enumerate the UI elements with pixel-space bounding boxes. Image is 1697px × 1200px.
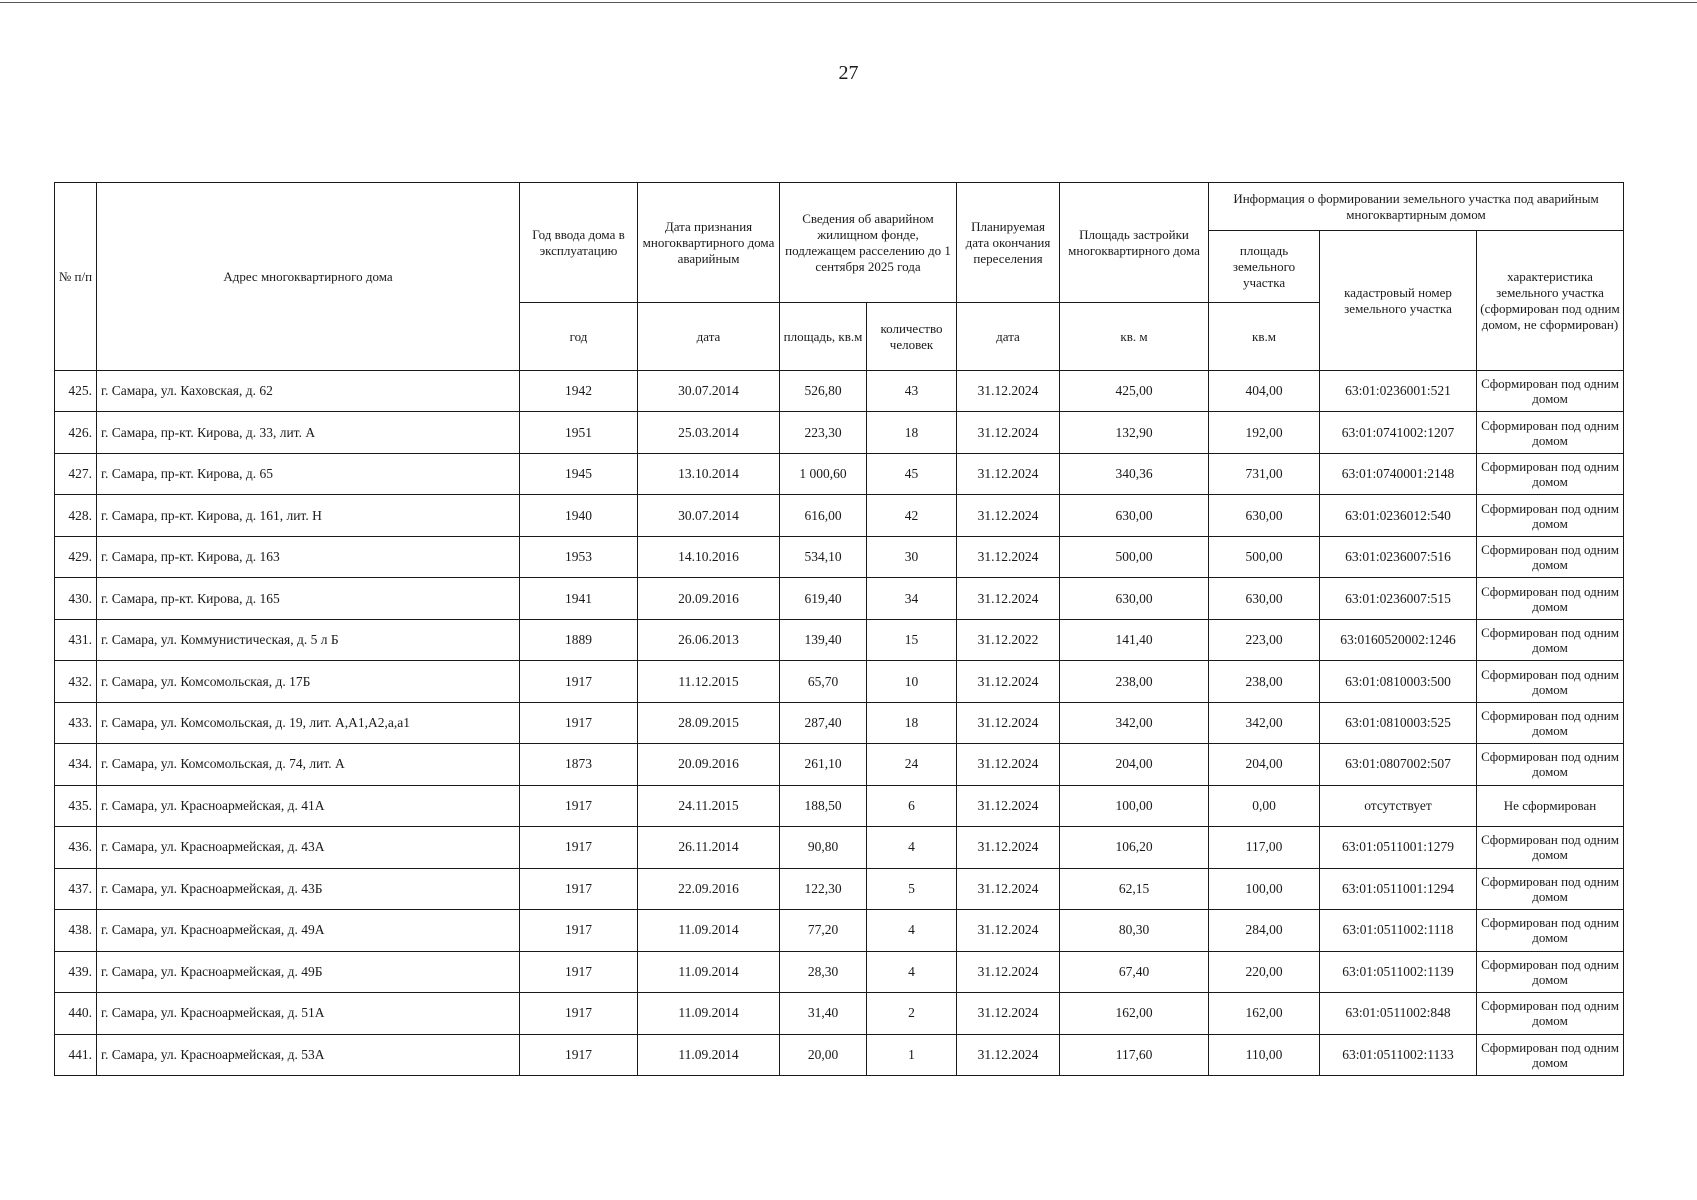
row-year: 1889 <box>520 619 638 660</box>
row-cadastral: 63:01:0236001:521 <box>1320 371 1477 412</box>
row-cadastral: 63:01:0511002:1139 <box>1320 951 1477 992</box>
row-planned-date: 31.12.2024 <box>957 536 1060 577</box>
row-date-recognized: 11.12.2015 <box>638 661 780 702</box>
row-land-characteristic: Сформирован под одним домом <box>1477 661 1624 702</box>
table-row <box>55 744 1624 785</box>
row-land-area: 0,00 <box>1209 785 1320 826</box>
row-land-area: 238,00 <box>1209 661 1320 702</box>
row-land-area: 117,00 <box>1209 827 1320 868</box>
row-planned-date: 31.12.2024 <box>957 661 1060 702</box>
row-address: г. Самара, пр-кт. Кирова, д. 165 <box>97 578 520 619</box>
row-year: 1945 <box>520 453 638 494</box>
row-year: 1951 <box>520 412 638 453</box>
row-land-characteristic: Сформирован под одним домом <box>1477 619 1624 660</box>
row-year: 1940 <box>520 495 638 536</box>
row-address: г. Самара, ул. Коммунистическая, д. 5 л Б <box>97 619 520 660</box>
row-area: 31,40 <box>780 993 867 1034</box>
row-land-area: 204,00 <box>1209 744 1320 785</box>
row-number: 427. <box>55 453 97 494</box>
row-year: 1917 <box>520 993 638 1034</box>
row-land-characteristic: Сформирован под одним домом <box>1477 702 1624 743</box>
row-address: г. Самара, ул. Красноармейская, д. 51А <box>97 993 520 1034</box>
table-row <box>55 661 1624 702</box>
row-year: 1917 <box>520 868 638 909</box>
row-people: 24 <box>867 744 957 785</box>
row-area: 28,30 <box>780 951 867 992</box>
row-planned-date: 31.12.2024 <box>957 951 1060 992</box>
row-people: 42 <box>867 495 957 536</box>
row-land-characteristic: Сформирован под одним домом <box>1477 744 1624 785</box>
row-year: 1917 <box>520 661 638 702</box>
emergency-housing-table <box>54 182 1624 1076</box>
header-planned-date: Планируемая дата окончания переселения <box>957 183 1060 303</box>
row-number: 431. <box>55 619 97 660</box>
row-land-area: 192,00 <box>1209 412 1320 453</box>
row-build-area: 132,90 <box>1060 412 1209 453</box>
row-address: г. Самара, ул. Комсомольская, д. 17Б <box>97 661 520 702</box>
unit-land-area: кв.м <box>1209 303 1320 371</box>
row-planned-date: 31.12.2024 <box>957 371 1060 412</box>
unit-year: год <box>520 303 638 371</box>
row-date-recognized: 22.09.2016 <box>638 868 780 909</box>
row-people: 30 <box>867 536 957 577</box>
page-number: 27 <box>838 62 859 84</box>
row-planned-date: 31.12.2024 <box>957 785 1060 826</box>
row-date-recognized: 13.10.2014 <box>638 453 780 494</box>
row-build-area: 238,00 <box>1060 661 1209 702</box>
row-area: 261,10 <box>780 744 867 785</box>
row-land-area: 162,00 <box>1209 993 1320 1034</box>
row-land-characteristic: Сформирован под одним домом <box>1477 495 1624 536</box>
row-planned-date: 31.12.2024 <box>957 1034 1060 1075</box>
row-land-characteristic: Сформирован под одним домом <box>1477 412 1624 453</box>
row-date-recognized: 11.09.2014 <box>638 910 780 951</box>
header-land-area: площадь земельного участка <box>1209 231 1320 303</box>
row-date-recognized: 20.09.2016 <box>638 578 780 619</box>
row-cadastral: 63:01:0740001:2148 <box>1320 453 1477 494</box>
row-address: г. Самара, ул. Красноармейская, д. 43Б <box>97 868 520 909</box>
row-number: 432. <box>55 661 97 702</box>
header-year-commissioned: Год ввода дома в эксплуатацию <box>520 183 638 303</box>
row-cadastral: 63:01:0511001:1279 <box>1320 827 1477 868</box>
row-number: 438. <box>55 910 97 951</box>
row-area: 616,00 <box>780 495 867 536</box>
header-land-info: Информация о формировании земельного участка под аварийным многоквартирным домом <box>1209 183 1624 231</box>
row-address: г. Самара, пр-кт. Кирова, д. 163 <box>97 536 520 577</box>
header-cadastral: кадастровый номер земельного участка <box>1320 231 1477 371</box>
row-area: 287,40 <box>780 702 867 743</box>
row-date-recognized: 24.11.2015 <box>638 785 780 826</box>
row-address: г. Самара, ул. Комсомольская, д. 19, лит. А,А1,А2,а,а1 <box>97 702 520 743</box>
row-area: 90,80 <box>780 827 867 868</box>
row-cadastral: 63:01:0236012:540 <box>1320 495 1477 536</box>
row-build-area: 117,60 <box>1060 1034 1209 1075</box>
row-land-characteristic: Сформирован под одним домом <box>1477 910 1624 951</box>
row-year: 1873 <box>520 744 638 785</box>
row-land-area: 404,00 <box>1209 371 1320 412</box>
row-planned-date: 31.12.2024 <box>957 993 1060 1034</box>
row-address: г. Самара, ул. Красноармейская, д. 43А <box>97 827 520 868</box>
header-emergency-fund: Сведения об аварийном жилищном фонде, подлежащем расселению до 1 сентября 2025 года <box>780 183 957 303</box>
row-number: 430. <box>55 578 97 619</box>
row-date-recognized: 11.09.2014 <box>638 1034 780 1075</box>
row-people: 2 <box>867 993 957 1034</box>
row-planned-date: 31.12.2024 <box>957 702 1060 743</box>
header-address: Адрес многоквартирного дома <box>97 183 520 371</box>
row-build-area: 630,00 <box>1060 578 1209 619</box>
row-area: 526,80 <box>780 371 867 412</box>
row-year: 1941 <box>520 578 638 619</box>
row-year: 1942 <box>520 371 638 412</box>
row-build-area: 204,00 <box>1060 744 1209 785</box>
row-year: 1917 <box>520 702 638 743</box>
row-cadastral: 63:01:0810003:500 <box>1320 661 1477 702</box>
row-area: 65,70 <box>780 661 867 702</box>
row-planned-date: 31.12.2024 <box>957 453 1060 494</box>
row-planned-date: 31.12.2024 <box>957 578 1060 619</box>
row-cadastral: отсутствует <box>1320 785 1477 826</box>
row-date-recognized: 20.09.2016 <box>638 744 780 785</box>
row-build-area: 500,00 <box>1060 536 1209 577</box>
row-cadastral: 63:01:0236007:515 <box>1320 578 1477 619</box>
table-row <box>55 578 1624 619</box>
row-area: 1 000,60 <box>780 453 867 494</box>
row-land-characteristic: Сформирован под одним домом <box>1477 827 1624 868</box>
header-date-recognized: Дата признания многоквартирного дома аварийным <box>638 183 780 303</box>
row-people: 4 <box>867 951 957 992</box>
row-year: 1917 <box>520 1034 638 1075</box>
row-people: 34 <box>867 578 957 619</box>
row-number: 439. <box>55 951 97 992</box>
row-build-area: 67,40 <box>1060 951 1209 992</box>
row-date-recognized: 11.09.2014 <box>638 993 780 1034</box>
row-year: 1917 <box>520 910 638 951</box>
table-row <box>55 1034 1624 1075</box>
table-row <box>55 495 1624 536</box>
row-land-characteristic: Сформирован под одним домом <box>1477 868 1624 909</box>
row-land-characteristic: Сформирован под одним домом <box>1477 1034 1624 1075</box>
row-land-area: 731,00 <box>1209 453 1320 494</box>
table-row <box>55 412 1624 453</box>
row-cadastral: 63:01:0511002:1118 <box>1320 910 1477 951</box>
row-land-area: 342,00 <box>1209 702 1320 743</box>
row-land-area: 110,00 <box>1209 1034 1320 1075</box>
row-planned-date: 31.12.2024 <box>957 910 1060 951</box>
row-people: 45 <box>867 453 957 494</box>
header-build-area: Площадь застройки многоквартирного дома <box>1060 183 1209 303</box>
row-address: г. Самара, ул. Красноармейская, д. 49Б <box>97 951 520 992</box>
row-people: 18 <box>867 412 957 453</box>
row-area: 77,20 <box>780 910 867 951</box>
row-land-area: 630,00 <box>1209 578 1320 619</box>
header-num: № п/п <box>55 183 97 371</box>
row-land-characteristic: Сформирован под одним домом <box>1477 578 1624 619</box>
row-build-area: 342,00 <box>1060 702 1209 743</box>
table-row <box>55 868 1624 909</box>
row-number: 425. <box>55 371 97 412</box>
row-land-area: 100,00 <box>1209 868 1320 909</box>
table-row <box>55 619 1624 660</box>
row-cadastral: 63:01:0810003:525 <box>1320 702 1477 743</box>
row-planned-date: 31.12.2024 <box>957 495 1060 536</box>
row-number: 435. <box>55 785 97 826</box>
row-date-recognized: 26.11.2014 <box>638 827 780 868</box>
row-area: 619,40 <box>780 578 867 619</box>
row-date-recognized: 30.07.2014 <box>638 371 780 412</box>
row-number: 441. <box>55 1034 97 1075</box>
row-people: 10 <box>867 661 957 702</box>
row-build-area: 630,00 <box>1060 495 1209 536</box>
row-land-area: 630,00 <box>1209 495 1320 536</box>
row-area: 139,40 <box>780 619 867 660</box>
row-build-area: 425,00 <box>1060 371 1209 412</box>
table-row <box>55 951 1624 992</box>
row-address: г. Самара, пр-кт. Кирова, д. 161, лит. Н <box>97 495 520 536</box>
row-date-recognized: 11.09.2014 <box>638 951 780 992</box>
row-address: г. Самара, ул. Красноармейская, д. 49А <box>97 910 520 951</box>
row-build-area: 340,36 <box>1060 453 1209 494</box>
table-row <box>55 910 1624 951</box>
row-date-recognized: 26.06.2013 <box>638 619 780 660</box>
top-rule <box>0 2 1697 3</box>
row-cadastral: 63:01:0511001:1294 <box>1320 868 1477 909</box>
row-address: г. Самара, ул. Комсомольская, д. 74, лит. А <box>97 744 520 785</box>
row-address: г. Самара, пр-кт. Кирова, д. 33, лит. А <box>97 412 520 453</box>
row-land-characteristic: Сформирован под одним домом <box>1477 453 1624 494</box>
row-number: 440. <box>55 993 97 1034</box>
row-cadastral: 63:01:0807002:507 <box>1320 744 1477 785</box>
row-area: 534,10 <box>780 536 867 577</box>
header-land-characteristic: характеристика земельного участка (сформирован под одним домом, не сформирован) <box>1477 231 1624 371</box>
row-address: г. Самара, пр-кт. Кирова, д. 65 <box>97 453 520 494</box>
row-date-recognized: 14.10.2016 <box>638 536 780 577</box>
row-cadastral: 63:0160520002:1246 <box>1320 619 1477 660</box>
row-land-area: 220,00 <box>1209 951 1320 992</box>
row-planned-date: 31.12.2024 <box>957 868 1060 909</box>
row-cadastral: 63:01:0741002:1207 <box>1320 412 1477 453</box>
row-area: 122,30 <box>780 868 867 909</box>
row-planned-date: 31.12.2024 <box>957 827 1060 868</box>
row-number: 437. <box>55 868 97 909</box>
row-land-characteristic: Сформирован под одним домом <box>1477 371 1624 412</box>
row-land-characteristic: Сформирован под одним домом <box>1477 993 1624 1034</box>
row-people: 1 <box>867 1034 957 1075</box>
row-area: 223,30 <box>780 412 867 453</box>
row-build-area: 100,00 <box>1060 785 1209 826</box>
row-number: 426. <box>55 412 97 453</box>
row-people: 4 <box>867 910 957 951</box>
table-row <box>55 536 1624 577</box>
row-cadastral: 63:01:0511002:1133 <box>1320 1034 1477 1075</box>
table-row <box>55 702 1624 743</box>
row-number: 434. <box>55 744 97 785</box>
unit-build-area: кв. м <box>1060 303 1209 371</box>
table-row <box>55 993 1624 1034</box>
row-planned-date: 31.12.2022 <box>957 619 1060 660</box>
row-cadastral: 63:01:0511002:848 <box>1320 993 1477 1034</box>
row-date-recognized: 25.03.2014 <box>638 412 780 453</box>
row-address: г. Самара, ул. Каховская, д. 62 <box>97 371 520 412</box>
row-build-area: 62,15 <box>1060 868 1209 909</box>
row-land-characteristic: Сформирован под одним домом <box>1477 951 1624 992</box>
row-cadastral: 63:01:0236007:516 <box>1320 536 1477 577</box>
row-date-recognized: 30.07.2014 <box>638 495 780 536</box>
unit-area: площадь, кв.м <box>780 303 867 371</box>
row-people: 6 <box>867 785 957 826</box>
row-people: 4 <box>867 827 957 868</box>
row-planned-date: 31.12.2024 <box>957 412 1060 453</box>
row-planned-date: 31.12.2024 <box>957 744 1060 785</box>
row-number: 429. <box>55 536 97 577</box>
row-address: г. Самара, ул. Красноармейская, д. 41А <box>97 785 520 826</box>
row-area: 188,50 <box>780 785 867 826</box>
row-build-area: 162,00 <box>1060 993 1209 1034</box>
row-people: 18 <box>867 702 957 743</box>
row-address: г. Самара, ул. Красноармейская, д. 53А <box>97 1034 520 1075</box>
row-people: 5 <box>867 868 957 909</box>
row-year: 1917 <box>520 951 638 992</box>
row-build-area: 106,20 <box>1060 827 1209 868</box>
row-people: 15 <box>867 619 957 660</box>
table-row <box>55 785 1624 826</box>
row-land-area: 284,00 <box>1209 910 1320 951</box>
row-land-area: 223,00 <box>1209 619 1320 660</box>
row-area: 20,00 <box>780 1034 867 1075</box>
table-row <box>55 827 1624 868</box>
unit-people: количество человек <box>867 303 957 371</box>
table-body <box>55 371 1624 1076</box>
row-year: 1953 <box>520 536 638 577</box>
row-year: 1917 <box>520 827 638 868</box>
row-land-characteristic: Сформирован под одним домом <box>1477 536 1624 577</box>
row-number: 436. <box>55 827 97 868</box>
table-row <box>55 371 1624 412</box>
row-number: 428. <box>55 495 97 536</box>
row-build-area: 80,30 <box>1060 910 1209 951</box>
row-number: 433. <box>55 702 97 743</box>
unit-date-recognized: дата <box>638 303 780 371</box>
row-build-area: 141,40 <box>1060 619 1209 660</box>
row-land-characteristic: Не сформирован <box>1477 785 1624 826</box>
unit-planned-date: дата <box>957 303 1060 371</box>
row-year: 1917 <box>520 785 638 826</box>
table-row <box>55 453 1624 494</box>
row-land-area: 500,00 <box>1209 536 1320 577</box>
row-date-recognized: 28.09.2015 <box>638 702 780 743</box>
row-people: 43 <box>867 371 957 412</box>
